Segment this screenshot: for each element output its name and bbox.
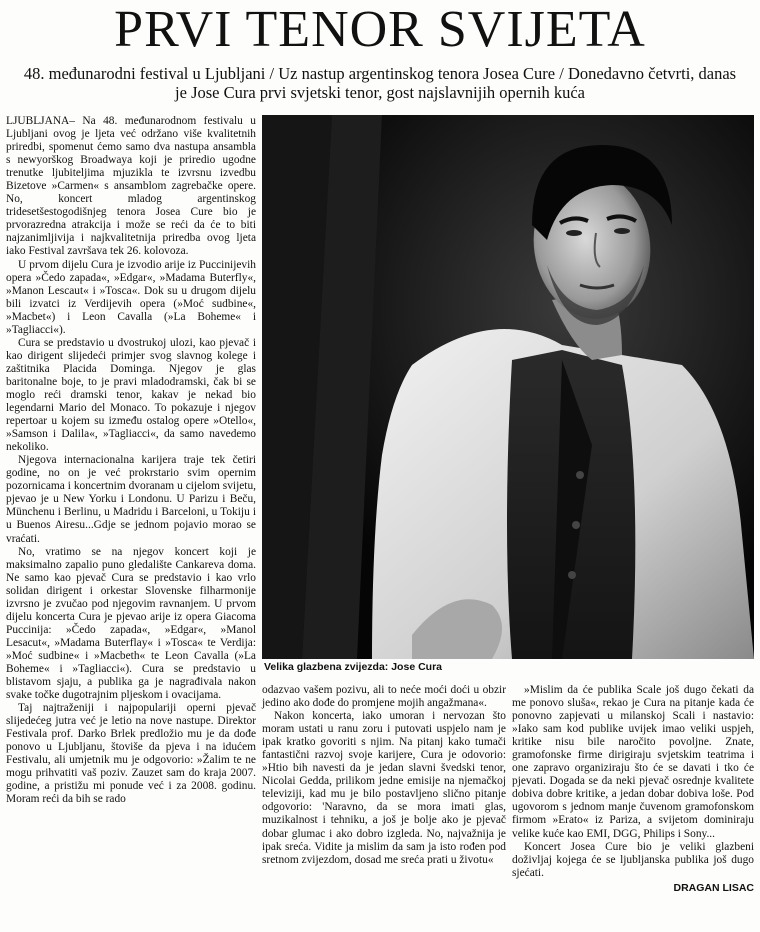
photo-illustration xyxy=(262,115,754,659)
author-signature: DRAGAN LISAC xyxy=(673,881,754,894)
paragraph: »Mislim da će publika Scale još dugo čekati da me ponovo sluša«, rekao je Cura na pitanje kada će ponovno zapjevati u milanskoj Scali i nastavio: »Iako sam kod publike uvijek imao veliki uspjeh, kritike nisu bile naročito povoljne. Znate, gramofonske firme dirigiraju svjetskim teatrima i one zapravo organiziraju što će se davati i tko će pjevati. Dogada se da neki pjevač osrednje kvalitete dobiva dobre kritike, a jedan dobar dobiva loše. Pod ugovorom s jednom manje čuvenom gramofonskom firmom »Erato« iz Pariza, a svijetom dominiraju velike kuće kao EMI, DGG, Philips i Sony... xyxy=(512,684,754,840)
article-column-2 xyxy=(262,684,506,867)
paragraph: Njegova internacionalna karijera traje tek četiri godine, no on je već prokrstario svim opernim pozornicama i koncertnim dvoranam u cijelom svijetu, pjevao je u New Yorku i Londonu. U Parizu i Beču, Münchenu i Berlinu, u Madridu i Barceloni, u Tokiju i u Buenos Airesu...Gdje se jednom pojavio morao se vraćati. xyxy=(6,454,256,545)
headline: PRVI TENOR SVIJETA xyxy=(114,1,646,58)
paragraph: Nakon koncerta, iako umoran i nervozan što moram ustati u ranu zoru i putovati uspjelo nam je ipak kratko govoriti s njim. Na pitanj kako tumači fantastični razvoj svoje karijere, Cura je odovorio: »Htio bih navesti da je jedan slavni švedski tenor, Nicolai Gedda, prilikom jedne emisije na njemačkoj televiziji, kad mu je bilo postavljeno slično pitanje odgovorio: 'Naravno, da se mora imati glas, muzikalnost i tehniku, a još je bolje ako je pjevač dobar glumac i ako dobro izgleda. No, najvažnija je ipak sreća. Vidite ja mislim da sam ja isto rođen pod sretnom zvijezdom, dosad me sreća prati u životu« xyxy=(262,710,506,866)
photo-jose-cura xyxy=(262,115,754,659)
paragraph: Taj najtraženiji i najpopulariji operni pjevač slijedećeg jutra već je letio na nove nastupe. Direktor Festivala prof. Darko Brlek predložio mu je da dođe ponovo u Ljubljanu, štoviše da pjeva i na idućem Festivalu, ali umjetnik mu je odgovorio: »Žalim te ne mogu prihvatiti vaš poziv. Zauzet sam do kraja 2007. godine, a pristižu mi ponude već i za 2008. godinu. Moram reći da bih se rado xyxy=(6,702,256,806)
photo-caption: Velika glazbena zvijezda: Jose Cura xyxy=(264,661,442,673)
paragraph: Cura se predstavio u dvostrukoj ulozi, kao pjevač i kao dirigent slijedeći primjer svog slavnog kolege i zaštitnika Placida Dominga. Njegov je glas baritonalne boje, to je pravi mladodramski, čak bi se moglo reći dramski tenor, kakav je nekad bio legendarni Mario del Monaco. To pokazuje i njegov repertoar u kojem su između ostalog opere »Otello«, »Samson i Dalila«, »Tagliacci«, da samo navedemo nekoliko. xyxy=(6,336,256,454)
article-column-3 xyxy=(512,684,754,895)
paragraph: odazvao vašem pozivu, ali to neće moći doći u obzir jedino ako dođe do promjene mojih angažmana«. xyxy=(262,684,506,710)
paragraph: No, vratimo se na njegov koncert koji je maksimalno zapalio puno gledalište Cankareva doma. Ne samo kao pjevač Cura se predstavio i kao vrlo solidan dirigent i orkestar Slovenske filharmonije izvrsno je zvučao pod njegovim ravnanjem. U prvom dijelu koncerta Cura je pjevao arije iz opera Giacoma Puccinija: »Čedo zapada«, »Edgar«, »Manol Lesacut«, »Madama Buterflay« i »Tosca« te Verdija: »Moć sudbine« i »Macbeth« te Leon Cavalla (»La Boheme« i »Tagliacci«). Cura se predstavio u blistavom sjaju, a publika ga je nagrađivala nakon svake točke dugotrajnim pljeskom i ovacijama. xyxy=(6,545,256,702)
paragraph: Koncert Josea Cure bio je veliki glazbeni doživljaj kojega će se ljubljanska publika još dugo sjećati. xyxy=(512,840,754,879)
subheadline: 48. međunarodni festival u Ljubljani / Uz nastup argentinskog tenora Josea Cure / Donedavno četvrti, danas je Jose Cura prvi svjetski tenor, gost najslavnijih opernih kuća xyxy=(23,64,737,102)
paragraph: U prvom dijelu Cura je izvodio arije iz Puccinijevih opera »Čedo zapada«, »Edgar«, »Madama Buterfly«, »Manon Lescaut« i »Tosca«. Dok su u drugom dijelu bili izvatci iz Verdijevih opera (»Moć sudbine«, »Macbet«) i Leon Cavalla (»La Boheme« i »Tagliacci«). xyxy=(6,258,256,336)
paragraph: LJUBLJANA– Na 48. međunarodnom festivalu u Ljubljani ovog je ljeta već održano više kvalitetnih priredbi, spomenut ćemo samo dva nastupa ansambla s newyorškog Broadwaya koji je priredio ugodne trenutke ljubiteljima mjuzikla te izvrsnu izvedbu Bizetove »Carmen« s ansamblom zagrebačke opere. No, koncert mladog argentinskog tridesetšestogodišnjeg tenora Josea Cure bio je prvorazredna atrakcija i može se reći da će to biti najzanimljivija i najkvalitetnija priredba ovog ljeta iako Festival završava tek 26. kolovoza. xyxy=(6,115,256,258)
article-column-1 xyxy=(6,115,256,806)
